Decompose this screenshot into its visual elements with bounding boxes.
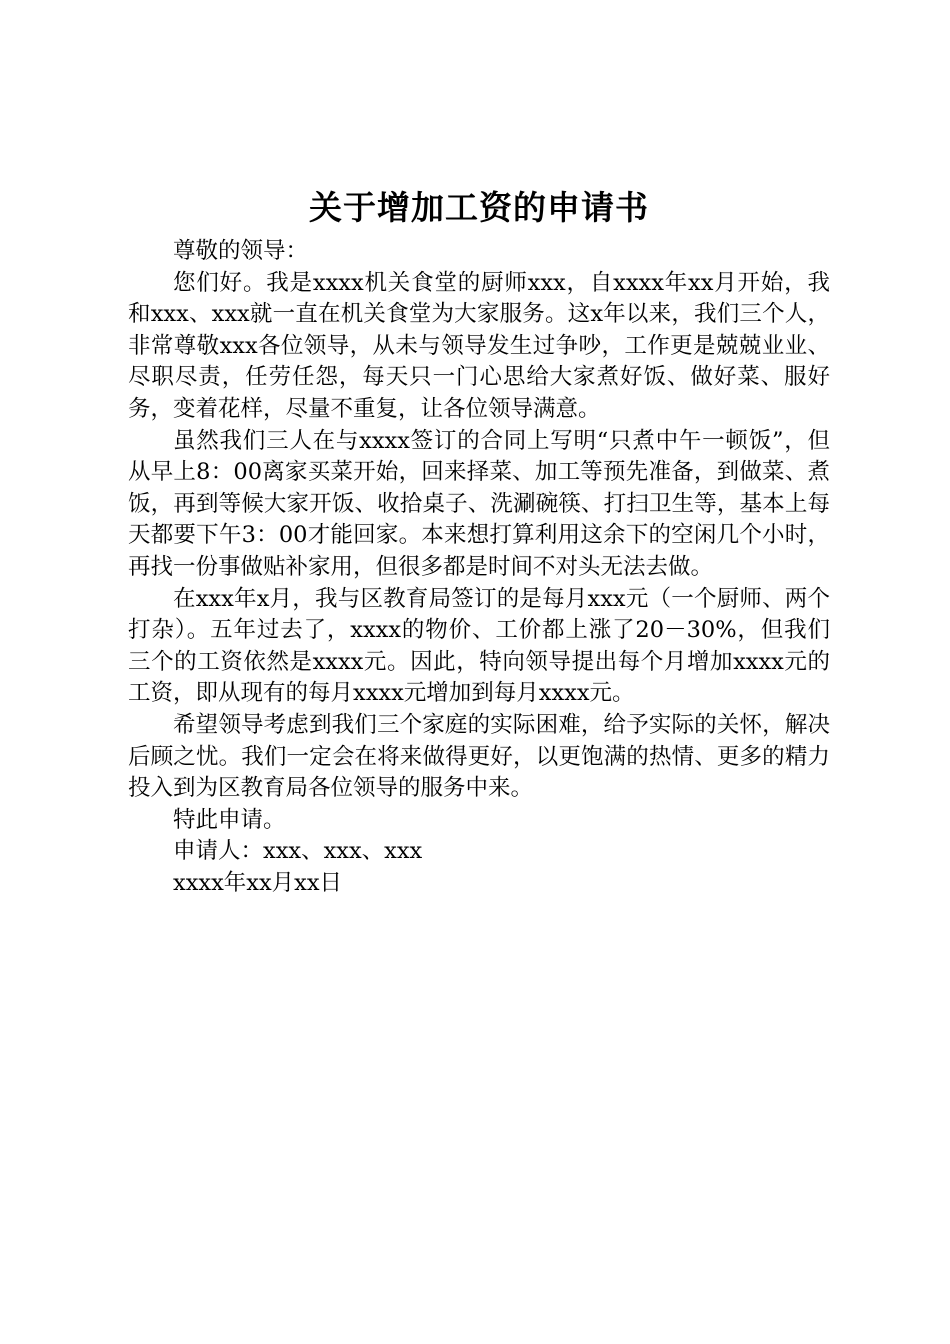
paragraph-4: 希望领导考虑到我们三个家庭的实际困难，给予实际的关怀，解决后顾之忧。我们一定会在将来做得更好，以更饱满的热情、更多的精力投入到为区教育局各位领导的服务中来。 (128, 711, 830, 802)
document-title: 关于增加工资的申请书 (309, 188, 649, 227)
document-page (128, 180, 830, 899)
closing-line: 特此申请。 (173, 806, 286, 833)
paragraph-3: 在xxx年x月，我与区教育局签订的是每月xxx元（一个厨师、两个打杂）。五年过去了，xxxx的物价、工价都上涨了20－30%，但我们三个的工资依然是xxxx元。因此，特向领导提出每个月增加xxxx元的工资，即从现有的每月xxxx元增加到每月xxxx元。 (128, 585, 830, 707)
applicant-line: 申请人：xxx、xxx、xxx (173, 838, 423, 865)
paragraph-2: 虽然我们三人在与xxxx签订的合同上写明“只煮中午一顿饭”，但从早上8：00离家买菜开始，回来择菜、加工等预先准备，到做菜、煮饭，再到等候大家开饭、收拾桌子、洗涮碗筷、打扫卫生等，基本上每天都要下午3：00才能回家。本来想打算利用这余下的空闲几个小时，再找一份事做贴补家用，但很多都是时间不对头无法去做。 (128, 427, 830, 580)
paragraph-1: 您们好。我是xxxx机关食堂的厨师xxx，自xxxx年xx月开始，我和xxx、xxx就一直在机关食堂为大家服务。这x年以来，我们三个人，非常尊敬xxx各位领导，从未与领导发生过争吵，工作更是兢兢业业、尽职尽责，任劳任怨，每天只一门心思给大家煮好饭、做好菜、服好务，变着花样，尽量不重复，让各位领导满意。 (128, 269, 830, 422)
salutation: 尊敬的领导： (173, 238, 309, 264)
date-line: xxxx年xx月xx日 (173, 869, 343, 896)
